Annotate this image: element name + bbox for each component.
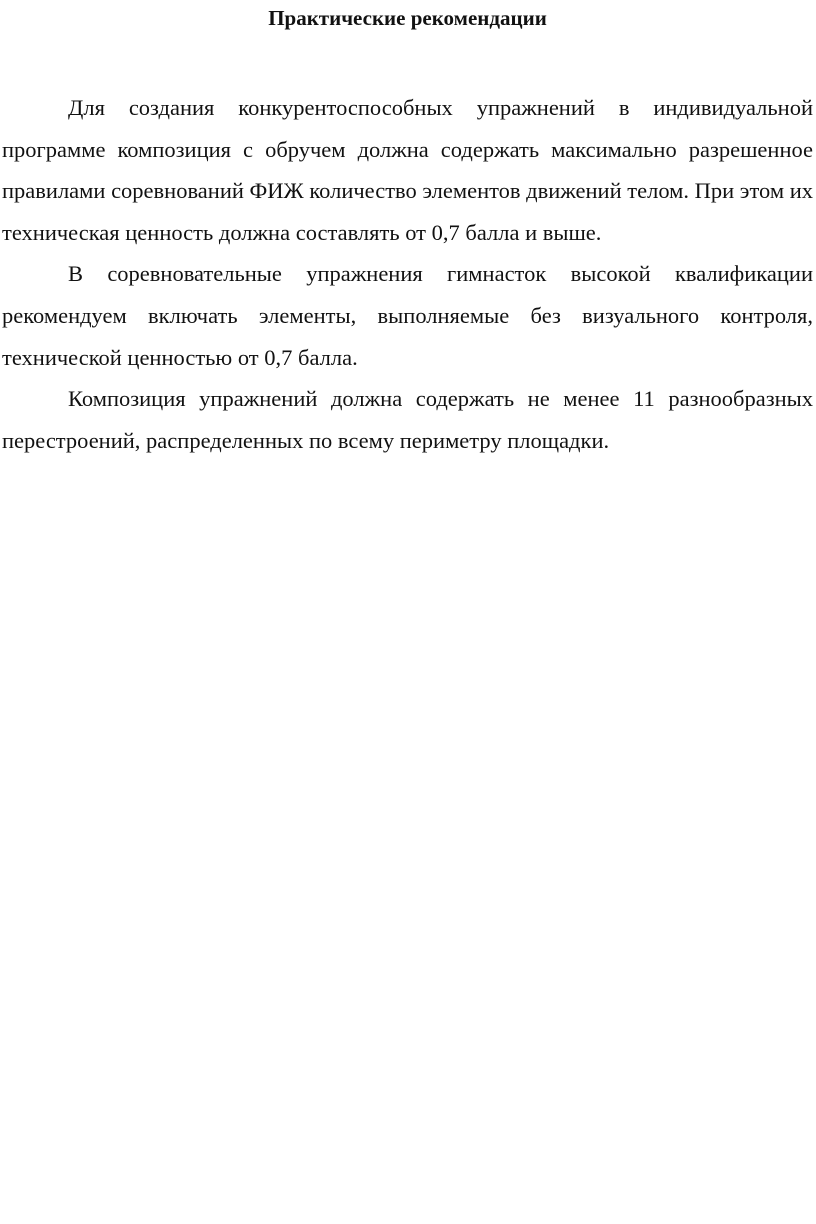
- document-body: [2, 87, 813, 461]
- paragraph-rebuilds: Композиция упражнений должна содержать не менее 11 разнообразных перестроений, распределенных по всему периметру площадки.: [2, 386, 813, 453]
- paragraph-fig-composition: Для создания конкурентоспособных упражнений в индивидуальной программе композиция с обручем должна содержать максимально разрешенное правилами соревнований ФИЖ количество элементов движений телом. При этом их техническая ценность должна составлять от 0,7 балла и выше.: [2, 95, 813, 245]
- paragraph-visual-control: В соревновательные упражнения гимнасток высокой квалификации рекомендуем включать элементы, выполняемые без визуального контроля, технической ценностью от 0,7 балла.: [2, 261, 813, 370]
- page-title: Практические рекомендации: [268, 6, 547, 30]
